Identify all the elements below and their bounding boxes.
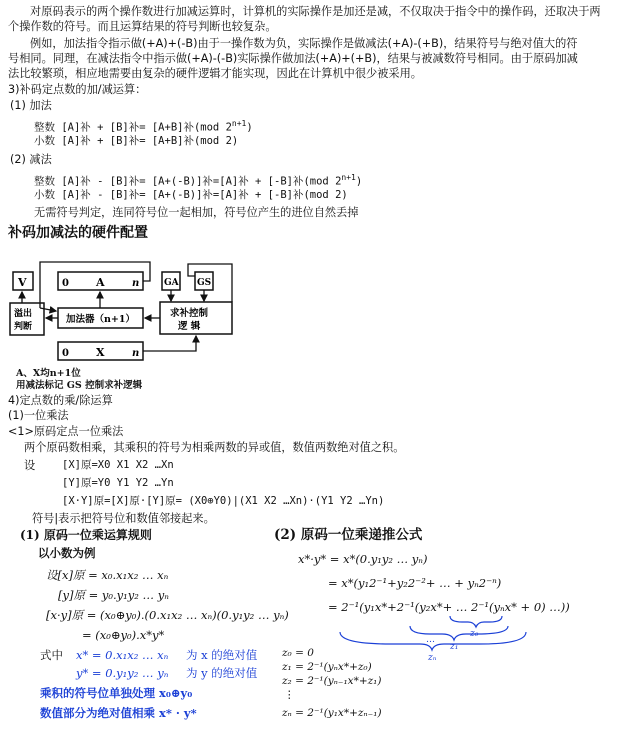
right-z0: z₀ = 0 (282, 647, 314, 659)
svg-text:0: 0 (62, 278, 69, 289)
sec4-formula-x: [X]原=X0 X1 X2 …Xn (62, 459, 174, 471)
sec3-note: 无需符号判定，连同符号位一起相加，符号位产生的进位自然丢掉 (34, 206, 359, 219)
left-where: 式中 (40, 648, 63, 662)
svg-text:GA: GA (164, 278, 179, 288)
sec4-s1: (1)一位乘法 (8, 409, 69, 422)
left-line-xy: [x·y]原 = (x₀⊕y₀).(0.x₁x₂ … xₙ)(0.y₁y₂ … yₙ) (46, 608, 289, 622)
left-xstar-desc: 为 x 的绝对值 (186, 648, 258, 662)
left-title: (1) 原码一位乘运算规则 (20, 528, 152, 542)
left-line-y: [y]原 = y₀.y₁y₂ … yₙ (58, 588, 169, 602)
left-ystar-desc: 为 y 的绝对值 (186, 666, 258, 680)
sec4-formula-xy: [X·Y]原=[X]原·[Y]原= (X0⊕Y0)|(X1 X2 …Xn)·(Y1 Y2 …Yn) (62, 495, 385, 507)
right-z1: z₁ = 2⁻¹(yₙx*+z₀) (282, 661, 372, 673)
sec4-formula-y: [Y]原=Y0 Y1 Y2 …Yn (62, 477, 174, 489)
svg-text:判断: 判断 (14, 322, 33, 332)
sec3-add-int: 整数 [A]补 + [B]补= [A+B]补(mod $2^{n+1}$) (34, 119, 253, 134)
left-line-x: 设[x]原 = x₀.x₁x₂ … xₙ (46, 568, 169, 582)
intro-p1-line2: 个操作数的符号。而且运算结果的符号判断也较复杂。 (8, 20, 277, 33)
svg-text:溢出: 溢出 (14, 309, 33, 319)
brace-z0: z₀ (470, 629, 479, 639)
sec4-symbol-note: 符号|表示把符号位和数值邻接起来。 (32, 512, 215, 525)
box-v-label: V (18, 276, 27, 289)
svg-text:0: 0 (62, 348, 69, 359)
brace-annotations (330, 612, 560, 662)
brace-dots: … (426, 635, 435, 645)
left-ystar: y* = 0.y₁y₂ … yₙ (76, 666, 169, 680)
svg-text:n: n (132, 278, 140, 289)
sec3-sub-int: 整数 [A]补 - [B]补= [A+(-B)]补=[A]补 + [-B]补(mod $2^{n+1}$) (34, 173, 363, 188)
right-title: (2) 原码一位乘递推公式 (274, 527, 423, 543)
sec4-desc: 两个原码数相乘，其乘积的符号为相乘两数的异或值，数值两数绝对值之积。 (24, 441, 405, 454)
svg-text:A: A (96, 276, 105, 289)
sec3-heading: 3)补码定点数的加/减运算： (8, 83, 147, 96)
left-xstar: x* = 0.x₁x₂ … xₙ (76, 648, 169, 662)
sec3-sub-label: (2) 减法 (10, 153, 52, 166)
right-zdots: ⋮ (284, 689, 295, 701)
intro-p2-line2: 号相同。同理，在减法指令中指示做(+A)-(-B)实际操作做加法(+A)+(+B)，结果与被减数符号相同。由于原码加减 (8, 52, 578, 65)
svg-text:n: n (132, 348, 140, 359)
brace-zn: zₙ (428, 653, 437, 662)
brace-z1: z₁ (450, 642, 459, 652)
intro-p2-line3: 法比较繁琐，相应地需要由复杂的硬件逻辑才能实现，因此在计算机中很少被采用。 (8, 67, 422, 80)
svg-text:GS: GS (197, 278, 212, 288)
hw-title: 补码加减法的硬件配置 (8, 225, 148, 241)
sec4-set-label: 设 (24, 459, 36, 472)
hw-caption-2: 用减法标记 GS 控制求补逻辑 (16, 380, 143, 391)
right-r2: = x*(y₁2⁻¹+y₂2⁻²+ … + yₙ2⁻ⁿ) (328, 576, 502, 590)
right-zn: zₙ = 2⁻¹(y₁x*+zₙ₋₁) (282, 707, 382, 719)
left-value-note: 数值部分为绝对值相乘 x* · y* (40, 706, 197, 720)
hw-caption-1: A、X均n+1位 (16, 368, 81, 379)
right-z2: z₂ = 2⁻¹(yₙ₋₁x*+z₁) (282, 675, 382, 687)
right-r1: x*·y* = x*(0.y₁y₂ … yₙ) (298, 552, 428, 566)
left-subtitle: 以小数为例 (38, 546, 96, 560)
sec3-sub-frac: 小数 [A]补 - [B]补= [A+(-B)]补=[A]补 + [-B]补(mod 2) (34, 189, 348, 201)
sec3-add-label: (1) 加法 (10, 99, 52, 112)
svg-text:加法器（n+1）: 加法器（n+1） (66, 314, 135, 325)
svg-text:逻 辑: 逻 辑 (178, 321, 201, 332)
svg-text:求补控制: 求补控制 (170, 308, 209, 319)
right-r3: = 2⁻¹(y₁x*+2⁻¹(y₂x*+ … 2⁻¹(yₙx* + 0) …)) (328, 600, 570, 614)
sec4-s2: <1>原码定点一位乘法 (8, 425, 124, 438)
left-line-result: = (x₀⊕y₀).x*y* (82, 628, 165, 642)
intro-p2-line1: 例如，加法指令指示做(+A)+(-B)由于一操作数为负，实际操作是做减法(+A)-(+B)，结果符号与绝对值大的符 (30, 37, 578, 50)
sec3-add-frac: 小数 [A]补 + [B]补= [A+B]补(mod 2) (34, 135, 239, 147)
svg-text:X: X (96, 346, 105, 359)
intro-p1-line1: 对原码表示的两个操作数进行加减运算时，计算机的实际操作是加还是减，不仅取决于指令中的操作码，还取决于两 (30, 5, 601, 18)
left-sign-note: 乘积的符号位单独处理 x₀⊕y₀ (40, 686, 193, 700)
sec4-heading: 4)定点数的乘/除运算 (8, 394, 113, 407)
